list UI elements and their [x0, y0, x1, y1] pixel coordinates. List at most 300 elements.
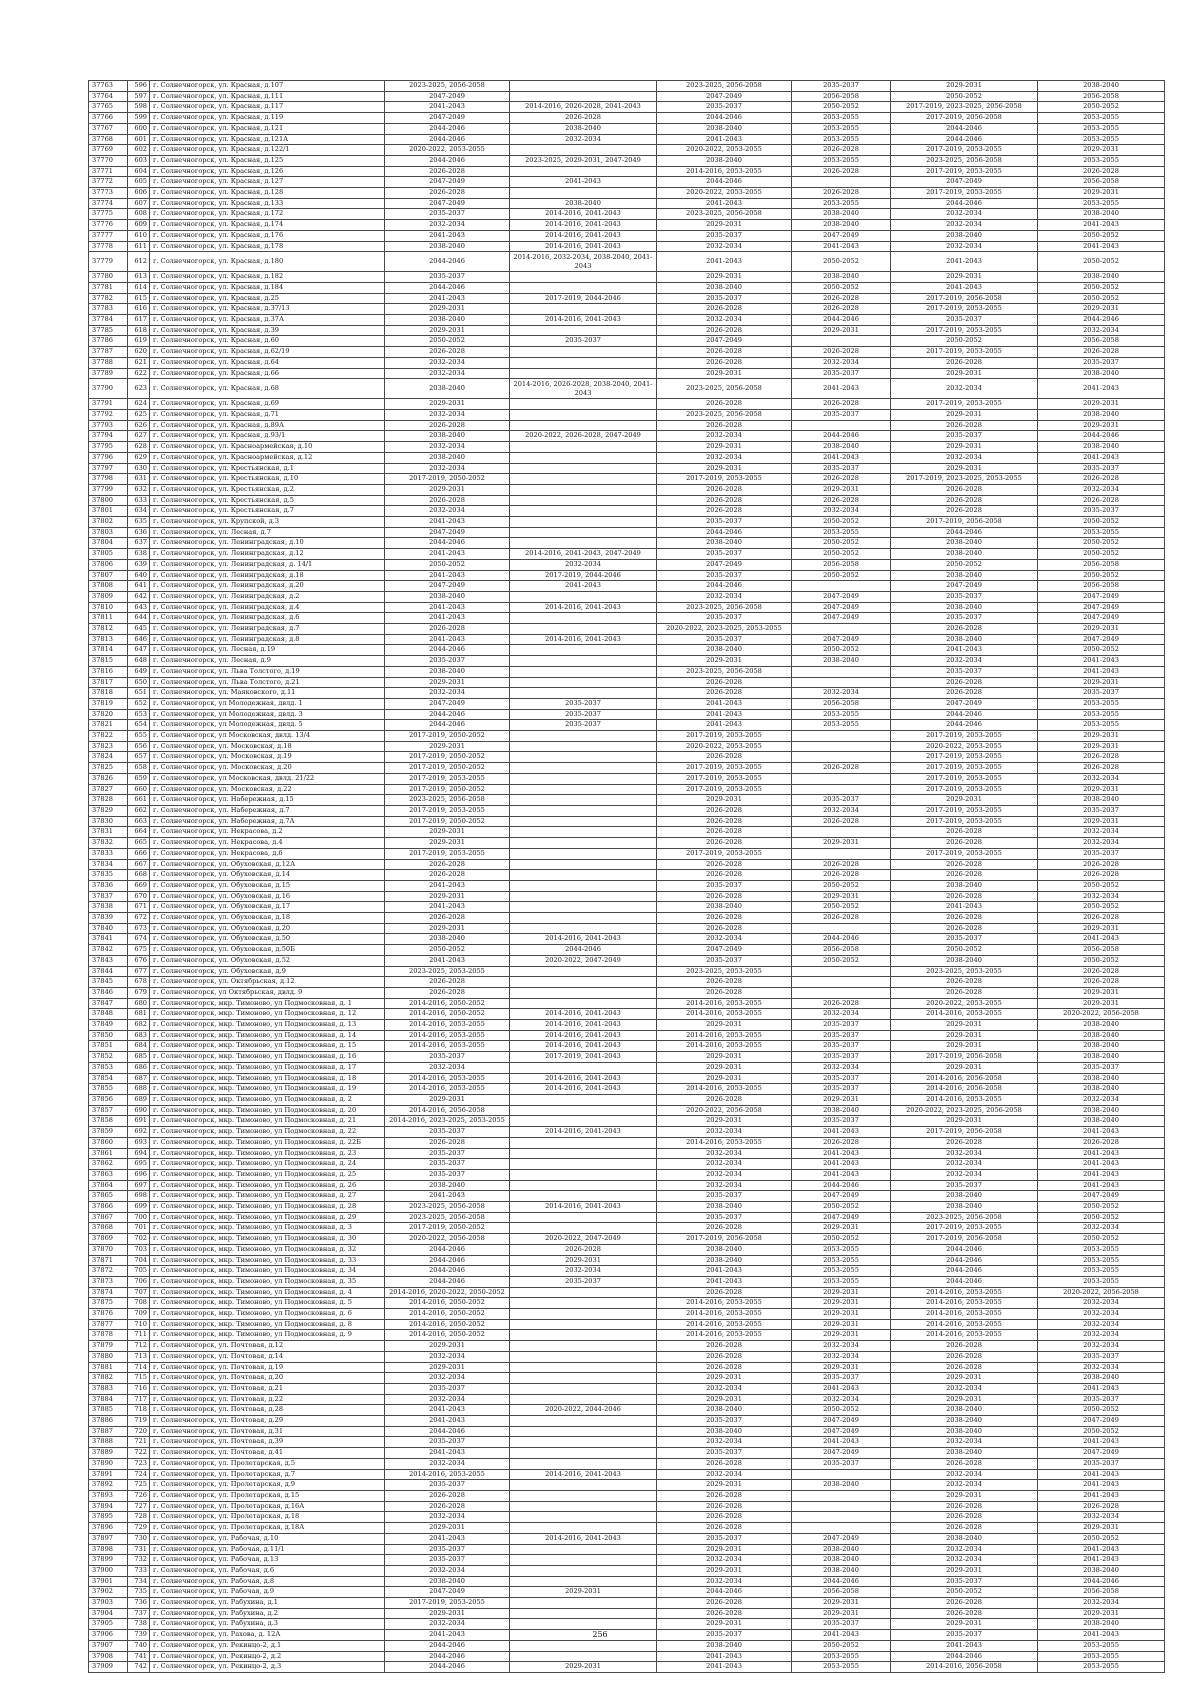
cell-col-5: 2032-2034 — [891, 1148, 1038, 1159]
cell-col-1: 2044-2046 — [385, 645, 510, 656]
cell-col-4: 2035-2037 — [792, 1030, 891, 1041]
table-row — [89, 838, 1165, 849]
row-number: 652 — [128, 698, 150, 709]
cell-col-3: 2038-2040 — [657, 1255, 792, 1266]
cell-col-6: 2041-2043 — [1038, 934, 1165, 945]
table-row — [89, 241, 1165, 252]
row-number: 711 — [128, 1330, 150, 1341]
cell-col-4: 2029-2031 — [792, 1298, 891, 1309]
cell-col-5: 2026-2028 — [891, 891, 1038, 902]
table-row — [89, 474, 1165, 485]
cell-col-5: 2035-2037 — [891, 613, 1038, 624]
record-id: 37812 — [89, 624, 128, 635]
cell-col-6: 2029-2031 — [1038, 145, 1165, 156]
record-id: 37886 — [89, 1416, 128, 1427]
cell-col-1: 2035-2037 — [385, 1052, 510, 1063]
cell-col-2 — [510, 731, 657, 742]
cell-col-6: 2053-2055 — [1038, 1266, 1165, 1277]
cell-col-5: 2014-2016, 2053-2055 — [891, 1330, 1038, 1341]
cell-col-5: 2035-2037 — [891, 934, 1038, 945]
address: г. Солнечногорск, ул. Почтовая, д.19 — [150, 1362, 385, 1373]
row-number: 619 — [128, 336, 150, 347]
cell-col-2 — [510, 368, 657, 379]
address: г. Солнечногорск, ул. Обуховская, д.20 — [150, 923, 385, 934]
record-id: 37874 — [89, 1287, 128, 1298]
cell-col-1: 2032-2034 — [385, 1351, 510, 1362]
cell-col-6: 2041-2043 — [1038, 452, 1165, 463]
record-id: 37826 — [89, 773, 128, 784]
address: г. Солнечногорск, мкр. Тимоново, ул Подмосковная, д. 8 — [150, 1319, 385, 1330]
cell-col-3: 2041-2043 — [657, 698, 792, 709]
cell-col-3: 2044-2046 — [657, 527, 792, 538]
address: г. Солнечногорск, ул. Обуховская, д.50 — [150, 934, 385, 945]
record-id: 37784 — [89, 315, 128, 326]
cell-col-6: 2029-2031 — [1038, 1608, 1165, 1619]
address: г. Солнечногорск, ул. Красная, д.39 — [150, 325, 385, 336]
record-id: 37801 — [89, 506, 128, 517]
cell-col-5: 2038-2040 — [891, 1426, 1038, 1437]
record-id: 37774 — [89, 198, 128, 209]
table-row — [89, 987, 1165, 998]
row-number: 730 — [128, 1533, 150, 1544]
row-number: 634 — [128, 506, 150, 517]
row-number: 703 — [128, 1244, 150, 1255]
cell-col-4: 2026-2028 — [792, 145, 891, 156]
record-id: 37806 — [89, 559, 128, 570]
cell-col-3: 2035-2037 — [657, 955, 792, 966]
cell-col-1: 2023-2025, 2056-2058 — [385, 795, 510, 806]
cell-col-1: 2032-2034 — [385, 442, 510, 453]
schedule-table — [88, 80, 1165, 1673]
address: г. Солнечногорск, ул. Крестьянская, д.10 — [150, 474, 385, 485]
record-id: 37792 — [89, 409, 128, 420]
cell-col-2: 2014-2016, 2041-2043, 2047-2049 — [510, 549, 657, 560]
cell-col-6: 2038-2040 — [1038, 1105, 1165, 1116]
address: г. Солнечногорск, ул. Почтовая, д.12 — [150, 1341, 385, 1352]
cell-col-3: 2026-2028 — [657, 1608, 792, 1619]
cell-col-4: 2035-2037 — [792, 1373, 891, 1384]
row-number: 666 — [128, 848, 150, 859]
cell-col-5: 2026-2028 — [891, 913, 1038, 924]
cell-col-2: 2041-2043 — [510, 177, 657, 188]
row-number: 709 — [128, 1309, 150, 1320]
cell-col-2 — [510, 1619, 657, 1630]
cell-col-1: 2041-2043 — [385, 517, 510, 528]
cell-col-1: 2044-2046 — [385, 720, 510, 731]
cell-col-5: 2017-2019, 2053-2055 — [891, 145, 1038, 156]
cell-col-6: 2032-2034 — [1038, 1298, 1165, 1309]
row-number: 657 — [128, 752, 150, 763]
cell-col-6: 2056-2058 — [1038, 336, 1165, 347]
address: г. Солнечногорск, мкр. Тимоново, ул Подмосковная, д. 19 — [150, 1084, 385, 1095]
row-number: 628 — [128, 442, 150, 453]
address: г. Солнечногорск, ул. Крестьянская, д.1 — [150, 463, 385, 474]
cell-col-1: 2026-2028 — [385, 188, 510, 199]
cell-col-4: 2029-2031 — [792, 325, 891, 336]
cell-col-5: 2041-2043 — [891, 645, 1038, 656]
table-row — [89, 1094, 1165, 1105]
cell-col-4 — [792, 677, 891, 688]
record-id: 37878 — [89, 1330, 128, 1341]
cell-col-2 — [510, 1094, 657, 1105]
row-number: 680 — [128, 998, 150, 1009]
cell-col-4: 2026-2028 — [792, 1137, 891, 1148]
cell-col-1: 2014-2016, 2050-2052 — [385, 1298, 510, 1309]
record-id: 37815 — [89, 656, 128, 667]
record-id: 37771 — [89, 166, 128, 177]
table-row — [89, 123, 1165, 134]
record-id: 37862 — [89, 1159, 128, 1170]
row-number: 623 — [128, 379, 150, 399]
cell-col-4 — [792, 773, 891, 784]
cell-col-1: 2044-2046 — [385, 134, 510, 145]
cell-col-4: 2029-2031 — [792, 1223, 891, 1234]
cell-col-5: 2038-2040 — [891, 955, 1038, 966]
address: г. Солнечногорск, мкр. Тимоново, ул Подмосковная, д. 2 — [150, 1094, 385, 1105]
address: г. Солнечногорск, ул. Красноармейская, д.10 — [150, 442, 385, 453]
cell-col-1: 2038-2040 — [385, 379, 510, 399]
record-id: 37789 — [89, 368, 128, 379]
record-id: 37865 — [89, 1191, 128, 1202]
address: г. Солнечногорск, ул. Красноармейская, д.12 — [150, 452, 385, 463]
table-row — [89, 252, 1165, 272]
cell-col-2 — [510, 91, 657, 102]
cell-col-1: 2047-2049 — [385, 198, 510, 209]
cell-col-2 — [510, 677, 657, 688]
cell-col-6: 2032-2034 — [1038, 838, 1165, 849]
record-id: 37879 — [89, 1341, 128, 1352]
cell-col-1: 2029-2031 — [385, 484, 510, 495]
cell-col-4 — [792, 420, 891, 431]
cell-col-1: 2014-2016, 2050-2052 — [385, 1309, 510, 1320]
table-row — [89, 934, 1165, 945]
address: г. Солнечногорск, ул. Обуховская, д.18 — [150, 913, 385, 924]
cell-col-4: 2050-2052 — [792, 282, 891, 293]
row-number: 659 — [128, 773, 150, 784]
record-id: 37790 — [89, 379, 128, 399]
row-number: 738 — [128, 1619, 150, 1630]
cell-col-4: 2053-2055 — [792, 709, 891, 720]
table-row — [89, 155, 1165, 166]
cell-col-6: 2029-2031 — [1038, 624, 1165, 635]
record-id: 37818 — [89, 688, 128, 699]
cell-col-4 — [792, 1501, 891, 1512]
cell-col-5: 2041-2043 — [891, 902, 1038, 913]
table-row — [89, 409, 1165, 420]
address: г. Солнечногорск, ул. Красная, д.66 — [150, 368, 385, 379]
cell-col-5: 2029-2031 — [891, 368, 1038, 379]
cell-col-1: 2044-2046 — [385, 282, 510, 293]
cell-col-3: 2023-2025, 2056-2058 — [657, 81, 792, 92]
cell-col-6: 2026-2028 — [1038, 1501, 1165, 1512]
cell-col-2 — [510, 816, 657, 827]
cell-col-4: 2044-2046 — [792, 1180, 891, 1191]
cell-col-2 — [510, 166, 657, 177]
cell-col-3: 2032-2034 — [657, 1169, 792, 1180]
cell-col-5: 2026-2028 — [891, 1501, 1038, 1512]
address: г. Солнечногорск, ул. Красная, д.121А — [150, 134, 385, 145]
row-number: 716 — [128, 1383, 150, 1394]
cell-col-4: 2047-2049 — [792, 613, 891, 624]
cell-col-4: 2035-2037 — [792, 795, 891, 806]
cell-col-1: 2017-2019, 2053-2055 — [385, 848, 510, 859]
cell-col-4: 2053-2055 — [792, 1255, 891, 1266]
row-number: 729 — [128, 1523, 150, 1534]
table-row — [89, 1212, 1165, 1223]
record-id: 37842 — [89, 945, 128, 956]
address: г. Солнечногорск, ул. Рахова, д. 12А — [150, 1630, 385, 1641]
row-number: 683 — [128, 1030, 150, 1041]
cell-col-5: 2038-2040 — [891, 570, 1038, 581]
record-id: 37882 — [89, 1373, 128, 1384]
cell-col-1: 2041-2043 — [385, 293, 510, 304]
cell-col-6: 2041-2043 — [1038, 1544, 1165, 1555]
cell-col-5: 2026-2028 — [891, 495, 1038, 506]
cell-col-6: 2050-2052 — [1038, 1202, 1165, 1213]
cell-col-2: 2014-2016, 2026-2028, 2038-2040, 2041-2043 — [510, 379, 657, 399]
cell-col-6: 2026-2028 — [1038, 347, 1165, 358]
record-id: 37791 — [89, 399, 128, 410]
cell-col-5: 2014-2016, 2056-2058 — [891, 1662, 1038, 1673]
table-row — [89, 806, 1165, 817]
cell-col-1: 2017-2019, 2050-2052 — [385, 474, 510, 485]
cell-col-4: 2047-2049 — [792, 1191, 891, 1202]
cell-col-4: 2053-2055 — [792, 1276, 891, 1287]
cell-col-1: 2035-2037 — [385, 1148, 510, 1159]
cell-col-4: 2035-2037 — [792, 463, 891, 474]
cell-col-2 — [510, 827, 657, 838]
cell-col-6: 2032-2034 — [1038, 773, 1165, 784]
record-id: 37891 — [89, 1469, 128, 1480]
table-row — [89, 1383, 1165, 1394]
cell-col-1: 2038-2040 — [385, 241, 510, 252]
row-number: 669 — [128, 880, 150, 891]
cell-col-6: 2047-2049 — [1038, 634, 1165, 645]
table-row — [89, 741, 1165, 752]
cell-col-2 — [510, 848, 657, 859]
cell-col-2 — [510, 188, 657, 199]
cell-col-5: 2026-2028 — [891, 923, 1038, 934]
cell-col-3: 2047-2049 — [657, 336, 792, 347]
address: г. Солнечногорск, ул. Обуховская, д.14 — [150, 870, 385, 881]
table-row — [89, 720, 1165, 731]
cell-col-1: 2026-2028 — [385, 495, 510, 506]
cell-col-2: 2035-2037 — [510, 720, 657, 731]
address: г. Солнечногорск, ул. Почтовая, д.21 — [150, 1383, 385, 1394]
cell-col-3: 2026-2028 — [657, 325, 792, 336]
record-id: 37836 — [89, 880, 128, 891]
table-row — [89, 1405, 1165, 1416]
cell-col-3: 2029-2031 — [657, 463, 792, 474]
cell-col-1: 2026-2028 — [385, 1491, 510, 1502]
cell-col-3: 2047-2049 — [657, 559, 792, 570]
cell-col-3: 2029-2031 — [657, 1544, 792, 1555]
row-number: 735 — [128, 1587, 150, 1598]
cell-col-2: 2038-2040 — [510, 123, 657, 134]
cell-col-1: 2032-2034 — [385, 1062, 510, 1073]
record-id: 37840 — [89, 923, 128, 934]
cell-col-6: 2056-2058 — [1038, 91, 1165, 102]
cell-col-2 — [510, 966, 657, 977]
cell-col-6: 2050-2052 — [1038, 570, 1165, 581]
cell-col-2 — [510, 1180, 657, 1191]
cell-col-5: 2038-2040 — [891, 880, 1038, 891]
cell-col-4: 2026-2028 — [792, 859, 891, 870]
cell-col-2: 2035-2037 — [510, 709, 657, 720]
cell-col-1: 2029-2031 — [385, 1094, 510, 1105]
row-number: 677 — [128, 966, 150, 977]
cell-col-2 — [510, 442, 657, 453]
cell-col-4: 2044-2046 — [792, 934, 891, 945]
cell-col-2: 2044-2046 — [510, 945, 657, 956]
row-number: 720 — [128, 1426, 150, 1437]
cell-col-2: 2029-2031 — [510, 1587, 657, 1598]
cell-col-5: 2014-2016, 2053-2055 — [891, 1009, 1038, 1020]
cell-col-5: 2026-2028 — [891, 1598, 1038, 1609]
record-id: 37880 — [89, 1351, 128, 1362]
cell-col-3: 2038-2040 — [657, 155, 792, 166]
record-id: 37798 — [89, 474, 128, 485]
cell-col-3: 2014-2016, 2053-2055 — [657, 1030, 792, 1041]
cell-col-2 — [510, 272, 657, 283]
row-number: 636 — [128, 527, 150, 538]
cell-col-3: 2041-2043 — [657, 134, 792, 145]
record-id: 37859 — [89, 1127, 128, 1138]
table-row — [89, 1533, 1165, 1544]
cell-col-3: 2032-2034 — [657, 1159, 792, 1170]
cell-col-4: 2053-2055 — [792, 1266, 891, 1277]
cell-col-4 — [792, 741, 891, 752]
table-row — [89, 731, 1165, 742]
row-number: 742 — [128, 1662, 150, 1673]
table-row — [89, 1512, 1165, 1523]
cell-col-6: 2026-2028 — [1038, 870, 1165, 881]
row-number: 596 — [128, 81, 150, 92]
record-id: 37852 — [89, 1052, 128, 1063]
cell-col-3: 2044-2046 — [657, 177, 792, 188]
table-row — [89, 1105, 1165, 1116]
table-row — [89, 816, 1165, 827]
table-row — [89, 1587, 1165, 1598]
table-row — [89, 559, 1165, 570]
cell-col-6: 2038-2040 — [1038, 368, 1165, 379]
cell-col-1: 2044-2046 — [385, 1426, 510, 1437]
record-id: 37898 — [89, 1544, 128, 1555]
cell-col-3: 2047-2049 — [657, 91, 792, 102]
table-row — [89, 784, 1165, 795]
table-row — [89, 1148, 1165, 1159]
row-number: 667 — [128, 859, 150, 870]
record-id: 37905 — [89, 1619, 128, 1630]
cell-col-3: 2026-2028 — [657, 677, 792, 688]
address: г. Солнечногорск, ул. Красная, д.180 — [150, 252, 385, 272]
cell-col-6: 2038-2040 — [1038, 209, 1165, 220]
record-id: 37887 — [89, 1426, 128, 1437]
cell-col-3: 2026-2028 — [657, 357, 792, 368]
cell-col-6: 2029-2031 — [1038, 998, 1165, 1009]
address: г. Солнечногорск, ул. Крестьянская, д.5 — [150, 495, 385, 506]
cell-col-2 — [510, 763, 657, 774]
cell-col-1: 2029-2031 — [385, 923, 510, 934]
cell-col-3: 2032-2034 — [657, 1437, 792, 1448]
table-row — [89, 452, 1165, 463]
cell-col-3: 2026-2028 — [657, 1351, 792, 1362]
cell-col-1: 2035-2037 — [385, 1383, 510, 1394]
row-number: 671 — [128, 902, 150, 913]
cell-col-3: 2029-2031 — [657, 1565, 792, 1576]
cell-col-3: 2038-2040 — [657, 282, 792, 293]
cell-col-2 — [510, 859, 657, 870]
record-id: 37885 — [89, 1405, 128, 1416]
record-id: 37858 — [89, 1116, 128, 1127]
address: г. Солнечногорск, ул. Рабухина, д.1 — [150, 1598, 385, 1609]
table-row — [89, 1009, 1165, 1020]
cell-col-2: 2014-2016, 2041-2043 — [510, 1030, 657, 1041]
address: г. Солнечногорск, мкр. Тимоново, ул Подмосковная, д. 14 — [150, 1030, 385, 1041]
row-number: 662 — [128, 806, 150, 817]
cell-col-5: 2044-2046 — [891, 709, 1038, 720]
cell-col-3: 2038-2040 — [657, 538, 792, 549]
cell-col-1: 2038-2040 — [385, 934, 510, 945]
table-row — [89, 495, 1165, 506]
record-id: 37868 — [89, 1223, 128, 1234]
cell-col-2 — [510, 1319, 657, 1330]
cell-col-1: 2044-2046 — [385, 252, 510, 272]
address: г. Солнечногорск, ул. Рабухина, д.3 — [150, 1619, 385, 1630]
row-number: 692 — [128, 1127, 150, 1138]
row-number: 710 — [128, 1319, 150, 1330]
cell-col-2: 2014-2016, 2041-2043 — [510, 934, 657, 945]
cell-col-4: 2053-2055 — [792, 155, 891, 166]
cell-col-5: 2014-2016, 2056-2058 — [891, 1073, 1038, 1084]
cell-col-2: 2032-2034 — [510, 1266, 657, 1277]
row-number: 644 — [128, 613, 150, 624]
cell-col-4: 2053-2055 — [792, 134, 891, 145]
cell-col-2 — [510, 741, 657, 752]
cell-col-6: 2047-2049 — [1038, 613, 1165, 624]
cell-col-2 — [510, 1212, 657, 1223]
cell-col-4: 2056-2058 — [792, 945, 891, 956]
cell-col-1: 2032-2034 — [385, 220, 510, 231]
cell-col-5: 2038-2040 — [891, 1533, 1038, 1544]
cell-col-4 — [792, 581, 891, 592]
cell-col-4: 2026-2028 — [792, 188, 891, 199]
table-row — [89, 1640, 1165, 1651]
cell-col-1: 2014-2016, 2050-2052 — [385, 998, 510, 1009]
cell-col-3: 2026-2028 — [657, 987, 792, 998]
cell-col-1: 2041-2043 — [385, 1630, 510, 1641]
cell-col-5: 2029-2031 — [891, 442, 1038, 453]
record-id: 37814 — [89, 645, 128, 656]
address: г. Солнечногорск, ул. Красная, д.121 — [150, 123, 385, 134]
cell-col-1: 2044-2046 — [385, 709, 510, 720]
cell-col-6: 2053-2055 — [1038, 1276, 1165, 1287]
table-row — [89, 102, 1165, 113]
record-id: 37802 — [89, 517, 128, 528]
record-id: 37777 — [89, 230, 128, 241]
cell-col-5: 2038-2040 — [891, 634, 1038, 645]
cell-col-6: 2038-2040 — [1038, 1619, 1165, 1630]
record-id: 37813 — [89, 634, 128, 645]
row-number: 685 — [128, 1052, 150, 1063]
cell-col-4: 2035-2037 — [792, 368, 891, 379]
cell-col-1: 2050-2052 — [385, 559, 510, 570]
cell-col-4: 2041-2043 — [792, 1630, 891, 1641]
cell-col-6: 2032-2034 — [1038, 1309, 1165, 1320]
address: г. Солнечногорск, ул. Обуховская, д.50Б — [150, 945, 385, 956]
cell-col-1: 2038-2040 — [385, 1576, 510, 1587]
cell-col-4 — [792, 177, 891, 188]
